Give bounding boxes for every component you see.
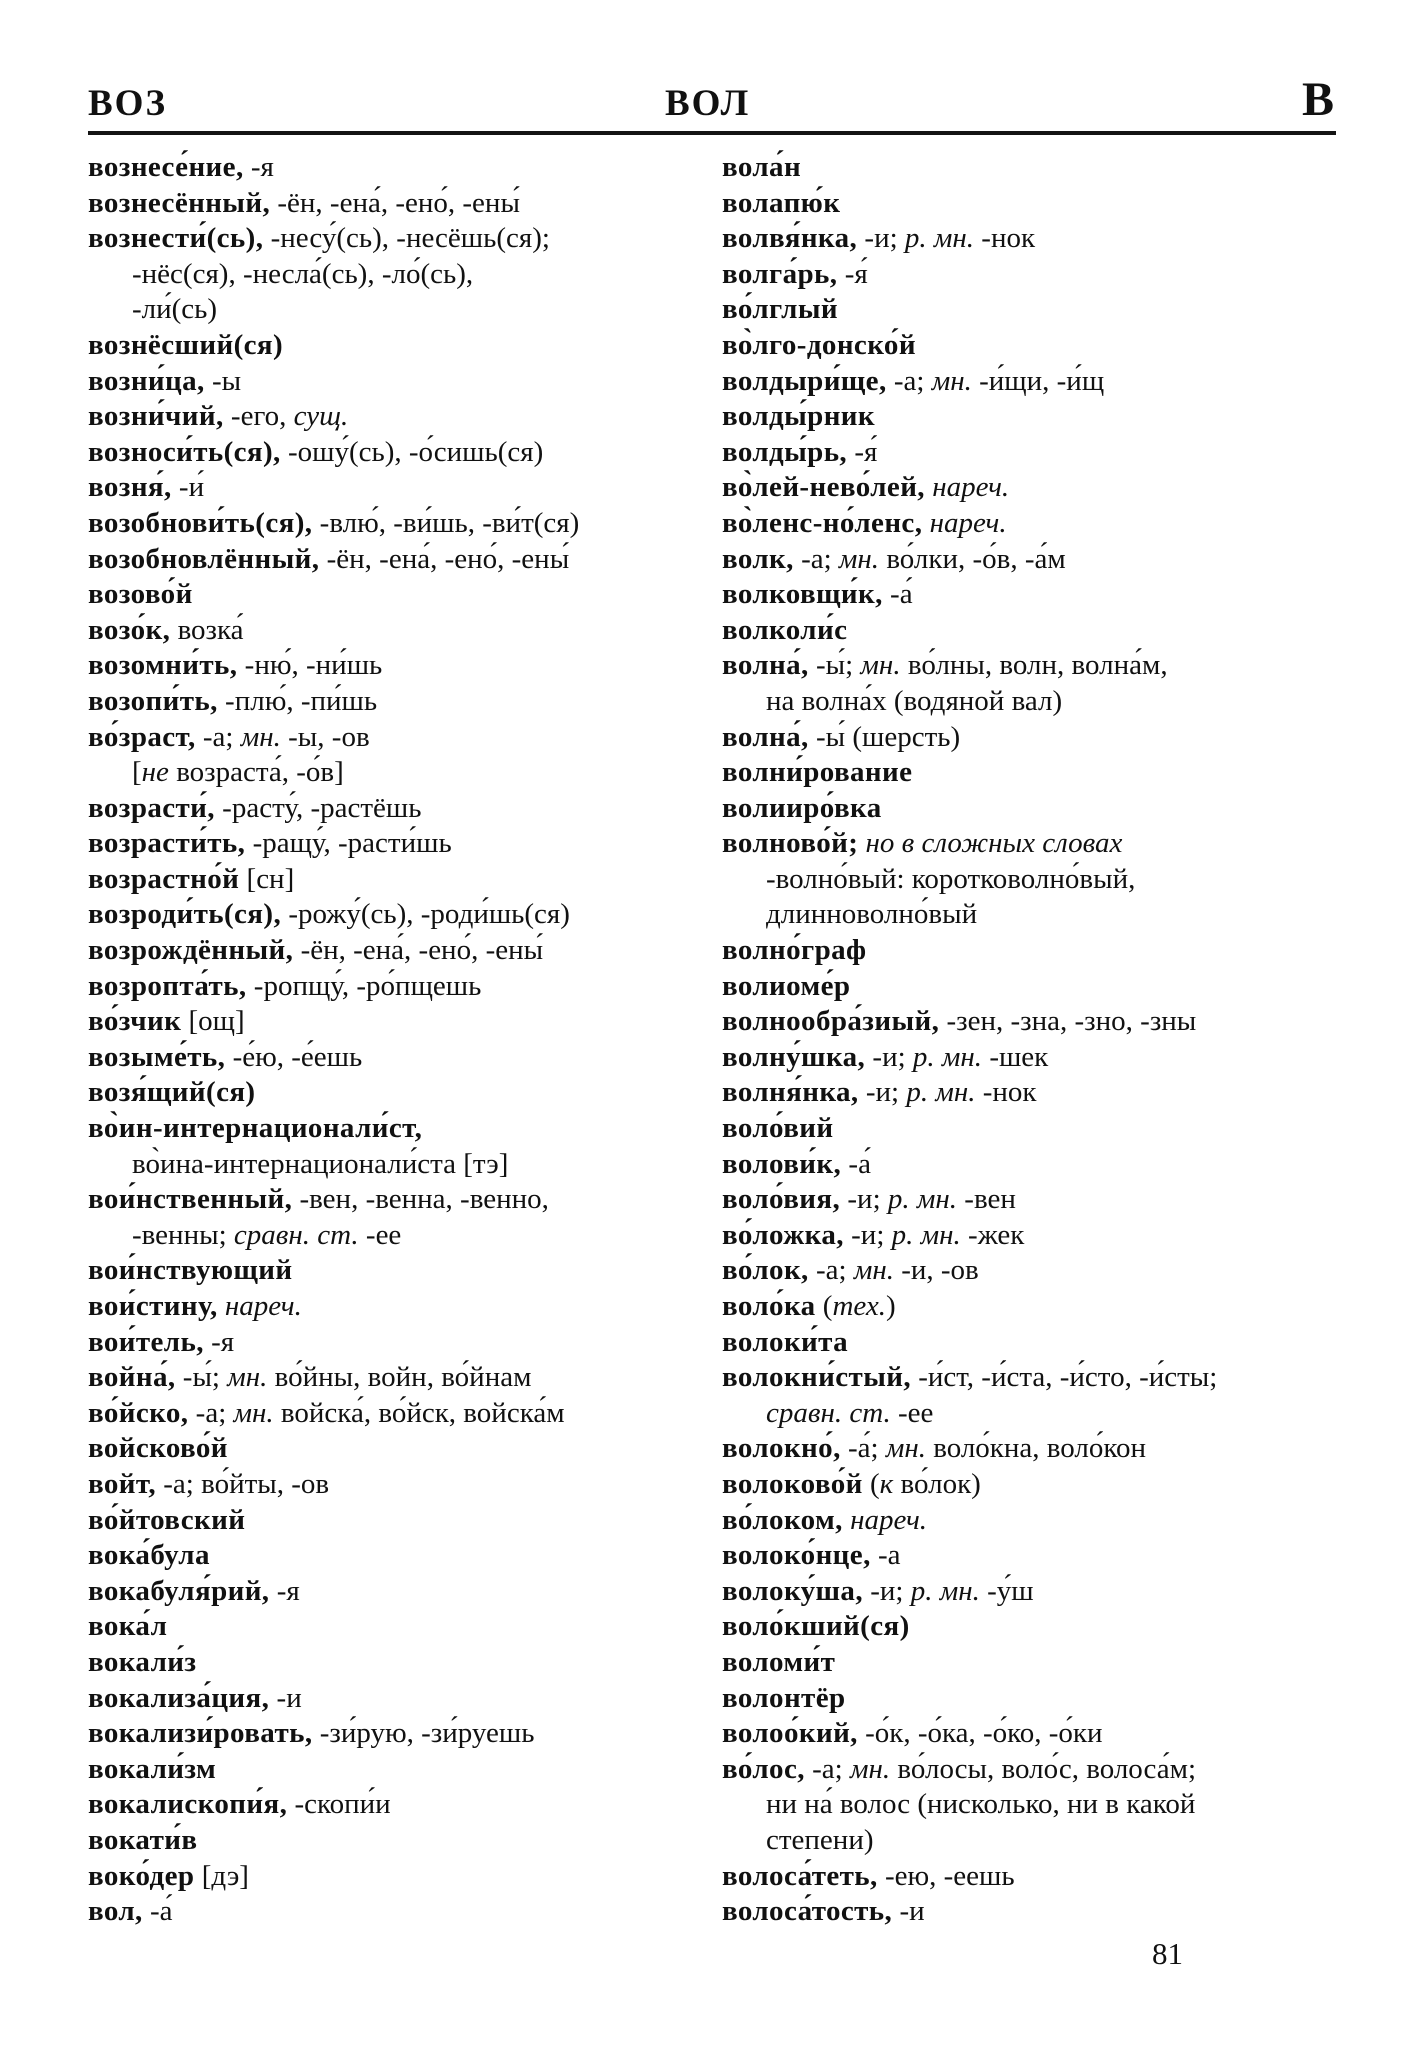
headword: возни́чий, — [88, 400, 224, 433]
dictionary-entry — [722, 470, 1382, 506]
entry-text: на волна́х (водяной вал) — [766, 684, 1063, 717]
headword: волвя́нка, — [722, 222, 858, 255]
dictionary-entry — [88, 969, 720, 1005]
entry-text: -я́ — [847, 435, 878, 468]
dictionary-entry — [88, 1609, 720, 1645]
dictionary-entry — [722, 720, 1382, 756]
entry-text: -а; — [804, 1752, 850, 1785]
headword: вокали́з — [88, 1645, 197, 1678]
headword: возропта́ть, — [88, 969, 247, 1002]
dictionary-entry — [722, 364, 1382, 400]
headword: волни́рование — [722, 756, 913, 789]
dictionary-entry — [88, 1823, 720, 1859]
grammar-label: р. мн. — [912, 1040, 983, 1073]
dictionary-entry — [88, 328, 720, 364]
entry-text: -плю́, -пи́шь — [217, 684, 378, 717]
headword: волонтёр — [722, 1681, 846, 1714]
entry-text: возка́ — [170, 613, 244, 646]
dictionary-entry — [88, 1431, 720, 1467]
entry-text: -и; — [843, 1218, 892, 1251]
entry-text: -и — [892, 1895, 925, 1928]
dictionary-entry — [88, 826, 720, 862]
grammar-label: мн. — [838, 542, 880, 575]
entry-text: воло́кна, воло́кон — [925, 1432, 1147, 1465]
entry-text: во́лны, волн, волна́м, — [900, 649, 1168, 682]
entry-text: -ее — [358, 1218, 402, 1251]
entry-text: ) — [886, 1290, 896, 1322]
dictionary-entry — [722, 577, 1382, 613]
entry-text: во́йны, войн, во́йнам — [267, 1361, 532, 1394]
headword: война́, — [88, 1361, 176, 1394]
headword: волокни́стый, — [722, 1361, 911, 1394]
entry-text: -несу́(сь), -несёшь(ся); — [263, 222, 550, 255]
dictionary-entry — [722, 1289, 1382, 1325]
page-number: 81 — [1152, 1936, 1183, 1971]
entry-text: -нок — [975, 1076, 1037, 1109]
entry-text: -и́щи, -и́щ — [971, 364, 1105, 397]
headword: возрасти́ть, — [88, 827, 246, 860]
grammar-label: нареч. — [922, 506, 1007, 539]
dictionary-entry — [88, 1574, 720, 1610]
headword: во́лос, — [722, 1752, 805, 1785]
entry-text: -а; — [808, 1254, 854, 1287]
dictionary-entry — [88, 1859, 720, 1895]
headword: во́лок, — [722, 1254, 809, 1287]
entry-text: -и́ — [171, 471, 205, 504]
headword: волокно́, — [722, 1432, 841, 1465]
headword: возобнови́ть(ся), — [88, 506, 313, 539]
headword: вознесе́ние, — [88, 151, 244, 183]
entry-text: -а́ — [841, 1147, 871, 1180]
entry-text: -я — [243, 151, 274, 183]
headword: волну́шка, — [722, 1040, 866, 1073]
entry-text: -а́; — [840, 1432, 886, 1465]
entry-text: -и; — [858, 1076, 907, 1109]
dictionary-entry — [88, 1716, 720, 1752]
dictionary-entry — [722, 1218, 1382, 1254]
entry-text: -ён, -ена́, -ено́, -ены́ — [270, 186, 520, 219]
dictionary-entry — [88, 1253, 720, 1289]
dictionary-entry — [88, 1182, 720, 1253]
entry-text: -зен, -зна, -зно, -зны — [939, 1005, 1197, 1038]
dictionary-entry — [88, 1360, 720, 1396]
dictionary-entry — [88, 186, 720, 222]
dictionary-entry — [88, 1040, 720, 1076]
headword: волно́граф — [722, 934, 867, 967]
headword: во́йтовский — [88, 1503, 246, 1536]
entry-text: -а́ — [882, 578, 913, 611]
dictionary-entry — [88, 613, 720, 649]
guide-word-left: ВОЗ — [88, 83, 167, 124]
entry-text: -и; — [857, 222, 905, 255]
headword: войт, — [88, 1467, 156, 1500]
entry-text: -ошу́(сь), -о́сишь(ся) — [280, 435, 544, 468]
headword: возобновлённый, — [88, 542, 320, 575]
entry-text: -ее — [890, 1396, 934, 1429]
headword: вознесённый, — [88, 186, 271, 219]
entry-text: -его, — [223, 400, 294, 433]
headword: во́локом, — [722, 1503, 843, 1536]
grammar-label: мн. — [227, 1361, 268, 1394]
headword: вои́тель, — [88, 1325, 204, 1358]
grammar-label: не — [141, 756, 169, 789]
dictionary-entry — [88, 1787, 720, 1823]
dictionary-entry — [722, 1894, 1382, 1930]
dictionary-entry — [88, 1325, 720, 1361]
dictionary-entry — [722, 1752, 1382, 1859]
grammar-label: р. мн. — [910, 1574, 980, 1607]
headword: возя́щий(ся) — [88, 1076, 256, 1109]
grammar-label: но в сложных словах — [858, 827, 1123, 860]
headword: возово́й — [88, 578, 193, 611]
entry-text: во́лосы, воло́с, волоса́м; — [890, 1752, 1197, 1785]
entry-text: -жек — [960, 1218, 1025, 1251]
grammar-label: тех. — [832, 1290, 887, 1322]
grammar-label: нареч. — [217, 1290, 302, 1322]
dictionary-entry — [722, 1609, 1382, 1645]
entry-text: -и; — [865, 1040, 913, 1073]
dictionary-entry — [722, 1182, 1382, 1218]
dictionary-entry — [722, 755, 1382, 791]
entry-text: -я — [269, 1574, 300, 1607]
headword: волиоме́р — [722, 969, 851, 1002]
dictionary-entry — [722, 1538, 1382, 1574]
grammar-label: мн. — [931, 364, 972, 397]
header-rule — [88, 131, 1336, 135]
entry-text: -венны; — [132, 1218, 234, 1251]
dictionary-entry — [722, 1859, 1382, 1895]
headword: во̀лго-донско́й — [722, 328, 916, 361]
entry-text: -нёс(ся), -несла́(сь), -ло́(сь), — [132, 257, 474, 290]
headword: волоко́нце, — [722, 1539, 871, 1572]
headword: воло́ка — [722, 1290, 816, 1322]
entry-text: степени) — [766, 1823, 874, 1856]
headword: волна́, — [722, 649, 809, 682]
headword: вои́стину, — [88, 1290, 218, 1322]
entry-text: -я — [203, 1325, 235, 1358]
headword: вокалископи́я, — [88, 1788, 288, 1821]
dictionary-entry — [88, 1894, 720, 1930]
headword: вокали́зм — [88, 1752, 217, 1785]
dictionary-entry — [722, 1040, 1382, 1076]
dictionary-entry — [722, 1360, 1382, 1431]
dictionary-entry — [722, 1004, 1382, 1040]
entry-text: -ы́ (шерсть) — [808, 720, 961, 753]
headword: возрождённый, — [88, 934, 294, 967]
entry-text: -ы — [204, 364, 242, 397]
headword: волня́нка, — [722, 1076, 859, 1109]
grammar-label: мн. — [860, 649, 901, 682]
headword: волды́рник — [722, 400, 876, 433]
headword: во́ложка, — [722, 1218, 844, 1251]
headword: во̀лей-нево́лей, — [722, 471, 925, 504]
headword: возо́к, — [88, 613, 171, 646]
entry-text: возраста́, -о́в] — [168, 756, 344, 789]
entry-text: -ню́, -ни́шь — [237, 649, 383, 682]
dictionary-entry — [88, 150, 720, 186]
headword: вока́була — [88, 1539, 210, 1572]
headword: волови́к, — [722, 1147, 842, 1180]
headword: возня́, — [88, 471, 172, 504]
headword: волнообра́зиый, — [722, 1005, 940, 1038]
headword: возрасти́, — [88, 791, 215, 824]
entry-text: -ы́; — [808, 649, 861, 682]
dictionary-entry — [722, 150, 1382, 186]
dictionary-entry — [88, 1752, 720, 1788]
dictionary-entry — [722, 648, 1382, 719]
headword: во̀ин-интернационали́ст, — [88, 1112, 423, 1145]
entry-text: -у́ш — [979, 1574, 1034, 1607]
entry-text: -ропщу́, -ро́пщешь — [246, 969, 482, 1002]
dictionary-entry — [88, 435, 720, 471]
dictionary-entry — [88, 221, 720, 328]
entry-text: -расту́, -растёшь — [214, 791, 422, 824]
grammar-label: р. мн. — [906, 1076, 976, 1109]
headword: возроди́ть(ся), — [88, 898, 282, 931]
headword: волга́рь, — [722, 257, 838, 290]
entry-text: ( — [815, 1290, 833, 1322]
entry-text: [дэ] — [194, 1859, 249, 1892]
dictionary-entry — [88, 897, 720, 933]
entry-text: -а; — [793, 542, 839, 575]
headword: волоса́теть, — [722, 1859, 878, 1892]
entry-text: -а; — [886, 364, 932, 397]
headword: волковщи́к, — [722, 578, 883, 611]
entry-text: -ён, -ена́, -ено́, -ены́ — [319, 542, 570, 575]
headword: возноси́ть(ся), — [88, 435, 281, 468]
headword: воломи́т — [722, 1645, 836, 1678]
entry-text: -и́ст, -и́ста, -и́сто, -и́сты; — [911, 1361, 1218, 1394]
entry-text: -о́к, -о́ка, -о́ко, -о́ки — [857, 1717, 1103, 1750]
entry-text: -шек — [982, 1040, 1049, 1073]
dictionary-entry — [722, 791, 1382, 827]
dictionary-entry — [722, 969, 1382, 1005]
entry-text: во́лки, -о́в, -а́м — [879, 542, 1066, 575]
entry-text: -ею, -еешь — [877, 1859, 1015, 1892]
entry-text: -скопи́и — [287, 1788, 391, 1821]
headword: вои́нственный, — [88, 1183, 293, 1216]
headword: возопи́ть, — [88, 684, 218, 717]
dictionary-entry — [88, 720, 720, 791]
dictionary-entry — [722, 1111, 1382, 1147]
dictionary-entry — [722, 542, 1382, 578]
dictionary-entry — [88, 1111, 720, 1182]
entry-text: -ы, -ов — [280, 720, 370, 753]
dictionary-entry — [88, 470, 720, 506]
entry-text: [сн] — [239, 862, 295, 895]
headword: волоки́та — [722, 1325, 849, 1358]
dictionary-entry — [88, 1681, 720, 1717]
headword: волдыри́ще, — [722, 364, 887, 397]
dictionary-entry — [88, 364, 720, 400]
entry-text: ни на́ волос (нисколько, ни в какой — [766, 1788, 1196, 1821]
entry-text: -и; — [862, 1574, 911, 1607]
dictionary-entry — [722, 221, 1382, 257]
entry-text: -рожу́(сь), -роди́шь(ся) — [281, 898, 570, 931]
grammar-label: нареч. — [924, 471, 1010, 504]
headword: воло́вий — [722, 1112, 834, 1145]
dictionary-entry — [88, 1467, 720, 1503]
dictionary-entry — [88, 399, 720, 435]
dictionary-entry — [88, 1538, 720, 1574]
dictionary-entry — [722, 1574, 1382, 1610]
dictionary-entry — [722, 1253, 1382, 1289]
entry-text: -волно́вый: коротковолно́вый, — [766, 862, 1136, 895]
headword: вокализа́ция, — [88, 1681, 270, 1714]
headword: волоку́ша, — [722, 1574, 863, 1607]
headword: вои́нствующий — [88, 1254, 293, 1287]
dictionary-entry — [722, 186, 1382, 222]
dictionary-entry — [88, 1503, 720, 1539]
dictionary-entry — [88, 684, 720, 720]
entry-text: -я́ — [837, 257, 868, 290]
headword: возомни́ть, — [88, 649, 238, 682]
entry-text: -ы́; — [175, 1361, 228, 1394]
headword: воло́кший(ся) — [722, 1610, 910, 1643]
dictionary-entry — [88, 1004, 720, 1040]
dictionary-entry — [722, 1431, 1382, 1467]
section-letter: В — [1301, 73, 1334, 126]
grammar-label: мн. — [240, 720, 281, 753]
running-head — [88, 73, 1334, 130]
headword: вознёсший(ся) — [88, 328, 284, 361]
entry-text: -а́ — [142, 1895, 173, 1928]
entry-text: -зи́рую, -зи́руешь — [312, 1717, 535, 1750]
dictionary-entry — [88, 1396, 720, 1432]
dictionary-entry — [722, 506, 1382, 542]
dictionary-entry — [88, 1075, 720, 1111]
grammar-label: сравн. ст. — [766, 1396, 891, 1429]
dictionary-entry — [722, 826, 1382, 933]
entry-text: -а; во́йты, -ов — [156, 1467, 330, 1500]
headword: во́йско, — [88, 1396, 189, 1429]
entry-text: -нок — [974, 222, 1036, 255]
headword: волк, — [722, 542, 794, 575]
dictionary-entry — [722, 399, 1382, 435]
headword: войсково́й — [88, 1432, 228, 1465]
dictionary-entry — [722, 1503, 1382, 1539]
entry-text: -ён, -ена́, -ено́, -ены́ — [293, 934, 544, 967]
headword: вола́н — [722, 151, 802, 183]
grammar-label: мн. — [853, 1254, 894, 1287]
dictionary-entry — [722, 435, 1382, 471]
entry-text: -ли́(сь) — [132, 293, 218, 326]
dictionary-entry — [722, 933, 1382, 969]
headword: вол, — [88, 1895, 143, 1928]
grammar-label: р. мн. — [904, 222, 975, 255]
headword: волды́рь, — [722, 435, 848, 468]
entry-text: во̀ина-интернационали́ста [тэ] — [132, 1147, 509, 1180]
grammar-label: мн. — [885, 1432, 926, 1465]
headword: возни́ца, — [88, 364, 205, 397]
headword: волапю́к — [722, 186, 841, 219]
headword: возыме́ть, — [88, 1040, 226, 1073]
dictionary-entry — [722, 1645, 1382, 1681]
dictionary-entry — [722, 1681, 1382, 1717]
headword: волоса́тость, — [722, 1895, 893, 1928]
headword: вока́л — [88, 1610, 168, 1643]
dictionary-entry — [722, 1075, 1382, 1111]
headword: волоково́й — [722, 1467, 863, 1500]
grammar-label: сущ. — [293, 400, 349, 433]
dictionary-entry — [722, 1716, 1382, 1752]
guide-word-center: ВОЛ — [664, 83, 751, 124]
column-right — [722, 150, 1382, 1930]
headword: волново́й; — [722, 827, 859, 860]
entry-text: войска́, во́йск, войска́м — [273, 1396, 565, 1429]
headword: волоо́кий, — [722, 1717, 858, 1750]
headword: волииро́вка — [722, 791, 882, 824]
entry-text: [ощ] — [181, 1005, 245, 1038]
entry-text: -вен — [957, 1183, 1016, 1216]
entry-text: длинноволно́вый — [766, 898, 978, 931]
headword: вокализи́ровать, — [88, 1717, 313, 1750]
dictionary-entry — [88, 1289, 720, 1325]
grammar-label: мн. — [233, 1396, 274, 1429]
dictionary-entry — [722, 328, 1382, 364]
dictionary-entry — [722, 257, 1382, 293]
entry-text: -и, -ов — [893, 1254, 979, 1287]
headword: вокати́в — [88, 1823, 198, 1856]
dictionary-entry — [722, 1325, 1382, 1361]
headword: возрастно́й — [88, 862, 240, 895]
dictionary-entry — [722, 292, 1382, 328]
dictionary-entry — [88, 791, 720, 827]
dictionary-entry — [88, 506, 720, 542]
dictionary-entry — [722, 1467, 1382, 1503]
entry-text: -и — [269, 1681, 302, 1714]
dictionary-entry — [88, 862, 720, 898]
headword: волколи́с — [722, 613, 848, 646]
entry-text: -и; — [840, 1183, 888, 1216]
headword: вокабуля́рий, — [88, 1574, 270, 1607]
headword: во́зчик — [88, 1005, 182, 1038]
entry-text: -влю́, -ви́шь, -ви́т(ся) — [312, 506, 580, 539]
grammar-label: нареч. — [842, 1503, 928, 1536]
entry-text: -а; — [195, 720, 241, 753]
dictionary-entry — [88, 542, 720, 578]
entry-text: во́лок) — [893, 1467, 981, 1500]
dictionary-entry — [88, 648, 720, 684]
grammar-label: сравн. ст. — [233, 1218, 359, 1251]
dictionary-entry — [722, 613, 1382, 649]
entry-text: -е́ю, -е́ешь — [225, 1040, 363, 1073]
dictionary-entry — [88, 933, 720, 969]
grammar-label: р. мн. — [887, 1183, 958, 1216]
column-left — [88, 150, 720, 1930]
headword: воко́дер — [88, 1859, 195, 1892]
entry-text: -а; — [188, 1396, 234, 1429]
entry-text: [ — [132, 756, 142, 789]
headword: во̀ленс-но́ленс, — [722, 506, 923, 539]
grammar-label: р. мн. — [891, 1218, 961, 1251]
entry-text: -ращу́, -расти́шь — [245, 827, 452, 860]
headword: волна́, — [722, 720, 809, 753]
headword: вознести́(сь), — [88, 222, 264, 255]
headword: во́лглый — [722, 293, 838, 326]
entry-text: -вен, -венна, -венно, — [292, 1183, 549, 1216]
grammar-label: мн. — [849, 1752, 891, 1785]
entry-text: -а — [870, 1539, 901, 1572]
entry-text: ( — [862, 1467, 880, 1500]
dictionary-entry — [88, 577, 720, 613]
dictionary-entry — [88, 1645, 720, 1681]
dictionary-entry — [722, 1147, 1382, 1183]
grammar-label: к — [879, 1467, 894, 1500]
headword: воло́вия, — [722, 1183, 841, 1216]
headword: во́зраст, — [88, 720, 196, 753]
